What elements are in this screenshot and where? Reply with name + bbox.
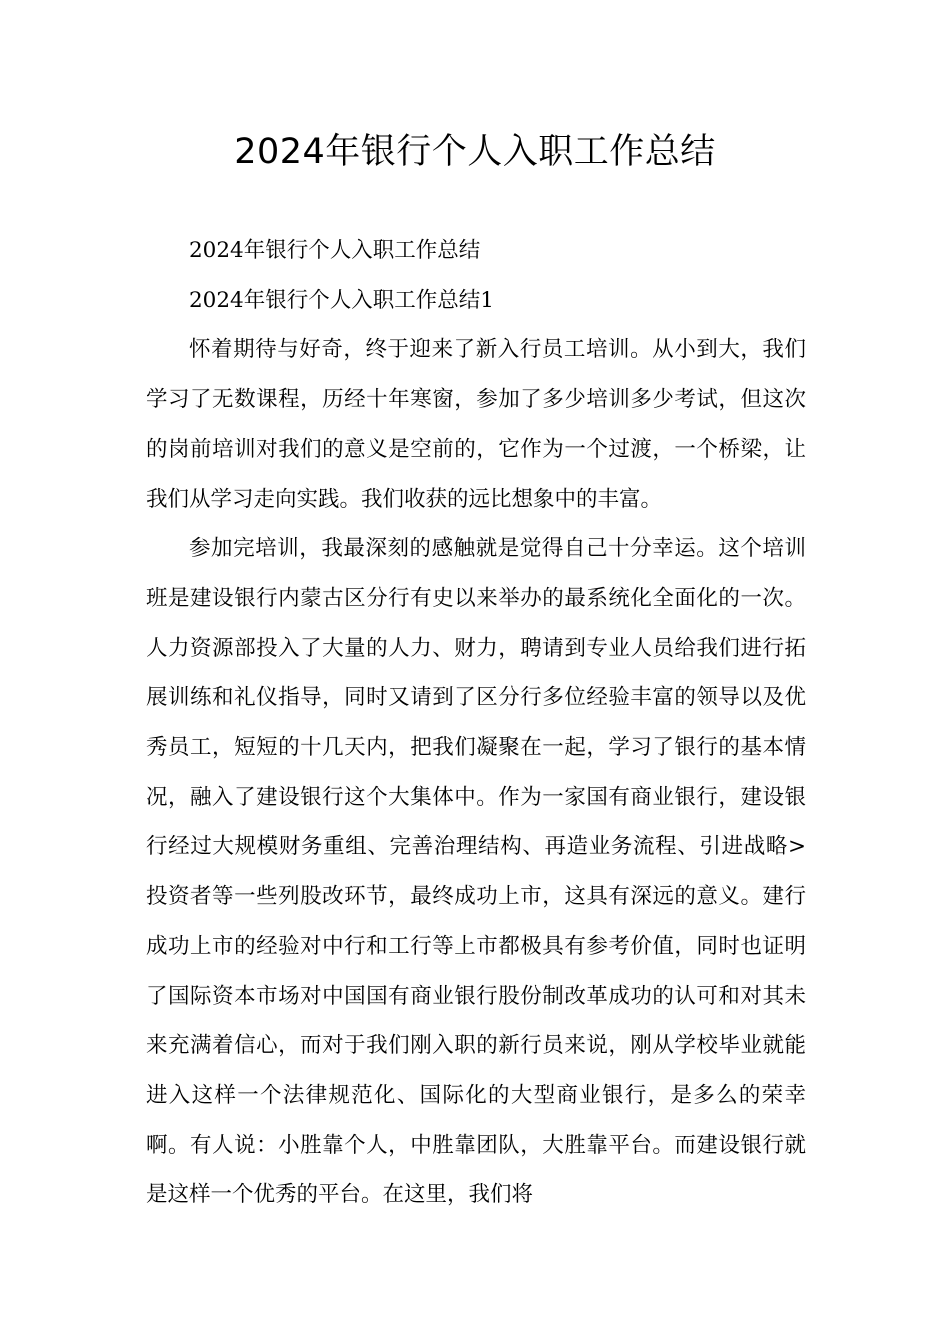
paragraph-section-heading: 2024年银行个人入职工作总结1 (189, 287, 494, 313)
document-title: 2024年银行个人入职工作总结 (234, 132, 716, 172)
paragraph-reflection: 参加完培训，我最深刻的感触就是觉得自己十分幸运。这个培训班是建设银行内蒙古区分行有史以来举办的最系统化全面化的一次。人力资源部投入了大量的人力、财力，聘请到专业人员给我们进行拓展训练和礼仪指导，同时又请到了区分行多位经验丰富的领导以及优秀员工，短短的十几天内，把我们凝聚在一起，学习了银行的基本情况，融入了建设银行这个大集体中。作为一家国有商业银行，建设银行经过大规模财务重组、完善治理结构、再造业务流程、引进战略>投资者等一些列股改环节，最终成功上市，这具有深远的意义。建行成功上市的经验对中行和工行等上市都极具有参考价值，同时也证明了国际资本市场对中国国有商业银行股份制改革成功的认可和对其未来充满着信心，而对于我们刚入职的新行员来说，刚从学校毕业就能进入这样一个法律规范化、国际化的大型商业银行，是多么的荣幸啊。有人说：小胜靠个人，中胜靠团队，大胜靠平台。而建设银行就是这样一个优秀的平台。在这里，我们将 (146, 536, 806, 1208)
paragraph-intro: 怀着期待与好奇，终于迎来了新入行员工培训。从小到大，我们学习了无数课程，历经十年寒窗，参加了多少培训多少考试，但这次的岗前培训对我们的意义是空前的，它作为一个过渡，一个桥梁，让我们从学习走向实践。我们收获的远比想象中的丰富。 (146, 337, 806, 512)
document-body (146, 226, 806, 1220)
paragraph-subtitle: 2024年银行个人入职工作总结 (189, 238, 481, 263)
